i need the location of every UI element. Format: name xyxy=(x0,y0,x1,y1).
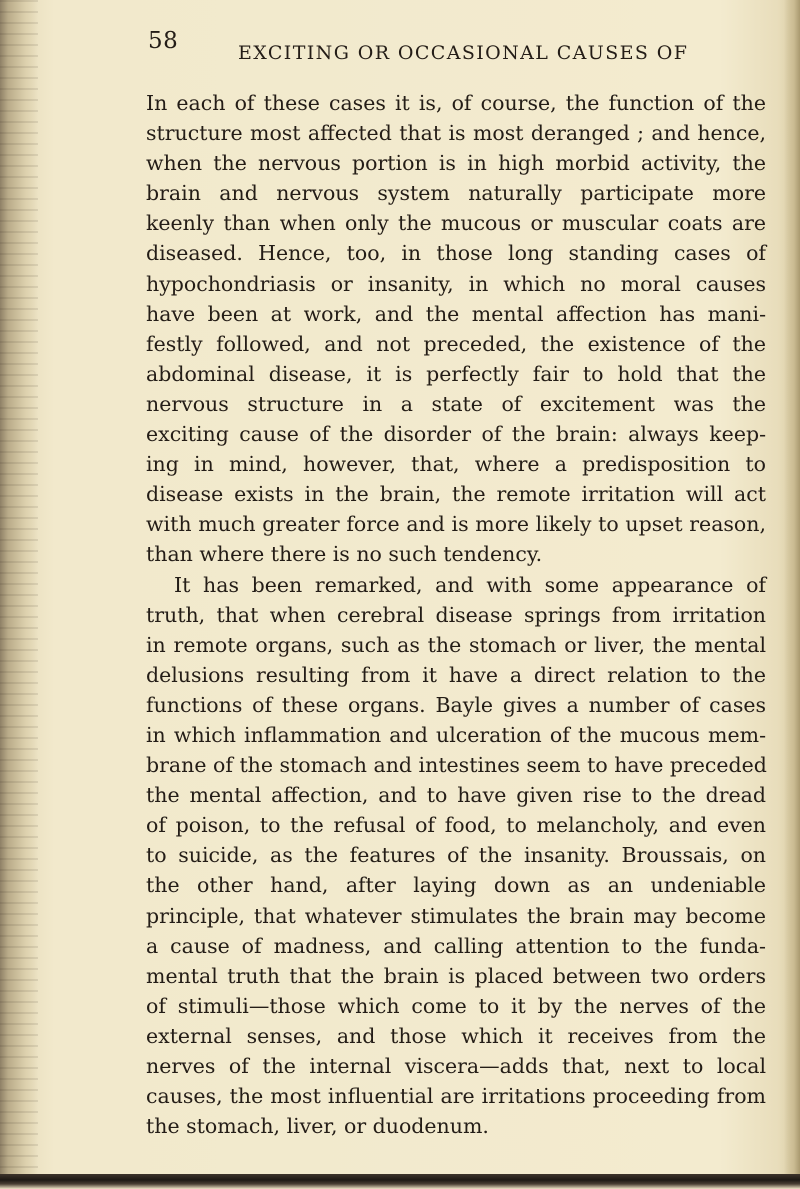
text-line: to suicide, as the features of the insanity. Broussais, on xyxy=(146,843,766,868)
text-line: than where there is no such tendency. xyxy=(146,542,543,567)
text-line: mental truth that the brain is placed between two orders xyxy=(146,963,766,988)
running-head: EXCITING OR OCCASIONAL CAUSES OF xyxy=(238,42,689,64)
text-line: disease exists in the brain, the remote irritation will act xyxy=(146,482,766,507)
text-line: keenly than when only the mucous or muscular coats are xyxy=(146,211,766,236)
text-line: causes, the most influential are irritations proceeding from xyxy=(146,1084,766,1109)
text-line: the mental affection, and to have given rise to the dread xyxy=(146,783,766,808)
text-line: principle, that whatever stimulates the brain may become xyxy=(146,903,766,928)
page-fore-edge xyxy=(784,0,800,1189)
text-line: delusions resulting from it have a direct relation to the xyxy=(146,662,766,687)
text-line: functions of these organs. Bayle gives a number of cases xyxy=(146,692,766,717)
text-line: festly followed, and not preceded, the existence of the xyxy=(146,331,766,356)
text-line: hypochondriasis or insanity, in which no moral causes xyxy=(146,271,766,296)
text-line: brane of the stomach and intestines seem to have preceded xyxy=(146,753,767,778)
text-line: the other hand, after laying down as an undeniable xyxy=(146,873,766,898)
text-line: diseased. Hence, too, in those long standing cases of xyxy=(146,241,766,266)
text-line: in remote organs, such as the stomach or liver, the mental xyxy=(146,632,766,657)
page-number: 58 xyxy=(148,28,179,54)
body-text xyxy=(146,88,766,1141)
text-line: brain and nervous system naturally participate more xyxy=(146,181,766,206)
text-line: in which inflammation and ulceration of the mucous mem- xyxy=(146,722,766,747)
text-line: exciting cause of the disorder of the brain: always keep- xyxy=(146,422,766,447)
page-binding-edge xyxy=(0,0,38,1189)
text-line: of poison, to the refusal of food, to melancholy, and even xyxy=(146,813,766,838)
text-line: of stimuli—those which come to it by the nerves of the xyxy=(146,993,766,1018)
text-line: external senses, and those which it receives from the xyxy=(146,1023,766,1048)
bottom-edge-rule xyxy=(0,1174,800,1189)
text-line: truth, that when cerebral disease springs from irritation xyxy=(146,602,766,627)
text-line: with much greater force and is more likely to upset reason, xyxy=(146,512,766,537)
text-line: structure most affected that is most deranged ; and hence, xyxy=(146,121,766,146)
text-line: ing in mind, however, that, where a predisposition to xyxy=(146,452,766,477)
text-line: abdominal disease, it is perfectly fair to hold that the xyxy=(146,361,766,386)
text-line: It has been remarked, and with some appearance of xyxy=(174,572,766,597)
paragraph-2 xyxy=(146,570,766,1142)
text-line: nervous structure in a state of excitement was the xyxy=(146,391,766,416)
text-line: when the nervous portion is in high morbid activity, the xyxy=(146,151,766,176)
text-line: the stomach, liver, or duodenum. xyxy=(146,1114,489,1139)
paragraph-1 xyxy=(146,88,766,570)
text-line: In each of these cases it is, of course, the function of the xyxy=(146,91,766,115)
text-line: have been at work, and the mental affection has mani- xyxy=(146,301,766,326)
text-line: a cause of madness, and calling attention to the funda- xyxy=(146,933,766,958)
text-line: nerves of the internal viscera—adds that, next to local xyxy=(146,1054,766,1078)
